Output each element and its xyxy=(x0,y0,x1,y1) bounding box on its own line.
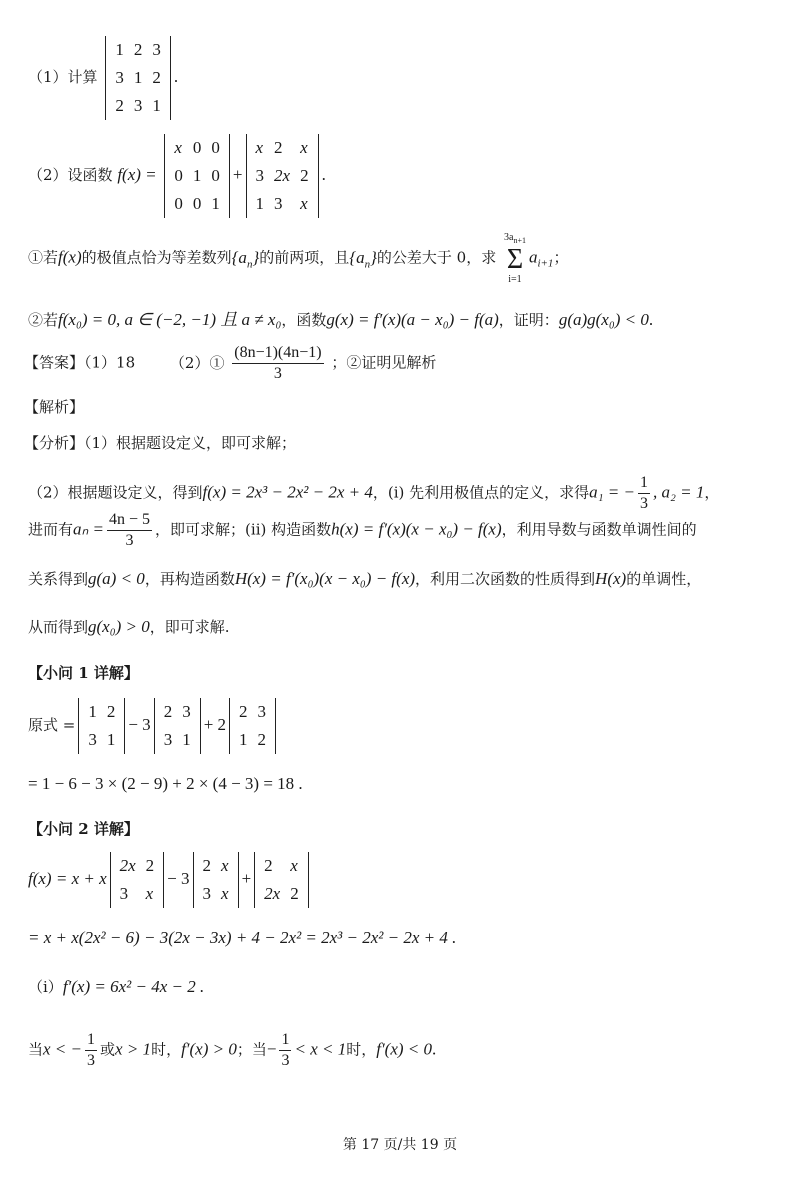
sub-question-2-expansion: f(x) = x + x 2x 2 3 x − 3 2 x 3 x + 2 x 2x 2 xyxy=(28,852,312,908)
sub-question-1-result: = 1 − 6 − 3 × (2 − 9) + 2 × (4 − 3) = 18 . xyxy=(28,774,303,793)
sub-question-2-monotonicity: 当x < − $\frac{1}{3}$ 或x > 1时，f′(x) > 0；当− $\frac{1}{3}$ < x < 1时，f′(x) < 0. xyxy=(28,1031,437,1069)
analysis-line-3: 进而有aₙ = $\frac{4n - 5}{3}$ ，即可求解；(ii) 构造函数h(x) = f′(x)(x − x₀) − f(x)，利用导数与函数单调性间的 xyxy=(28,511,697,549)
analysis-line-4: 关系得到g(a) < 0，再构造函数H(x) = f′(x₀)(x − x₀) − f(x)，利用二次函数的性质得到H(x)的单调性， xyxy=(28,569,702,588)
analysis-line-1: 【分析】（1）根据题设定义，即可求解； xyxy=(24,434,297,452)
determinant-q2-second: x 2 x 3 2x 2 1 3 x xyxy=(246,134,319,218)
determinant-q2-first: x 0 0 0 1 0 0 0 1 xyxy=(164,134,230,218)
sub-question-2-derivative: （i）f′(x) = 6x² − 4x − 2 . xyxy=(28,977,205,996)
summation: $3a_{n+1}$ Σ i=1 xyxy=(503,232,526,285)
answer-fraction: $\frac{(8n-1)(4n-1)}{3}$ xyxy=(234,344,322,382)
sub-question-1-expansion: 原式 = 1 2 3 1 − 3 2 3 3 1 + 2 2 3 1 2 xyxy=(28,698,279,754)
analysis-line-5: 从而得到g(x₀) > 0，即可求解. xyxy=(28,617,230,636)
analysis-heading: 【解析】 xyxy=(24,398,85,416)
sub-question-1-heading: 【小问 1 详解】 xyxy=(28,664,139,682)
sub-question-2-result: = x + x(2x² − 6) − 3(2x − 3x) + 4 − 2x² = 2x³ − 2x² − 2x + 4 . xyxy=(28,928,457,947)
question-2-part-2: ②若f(x₀) = 0, a ∈ (−2, −1) 且 a ≠ x₀，函数g(x) = f′(x)(a − x₀) − f(a)，证明：g(a)g(x₀) < 0. xyxy=(28,310,654,329)
answer: 【答案】（1）18 （2）① $\frac{(8n-1)(4n-1)}{3}$ ；②证明见解析 xyxy=(24,344,437,382)
question-2-part-1: ①若f(x)的极值点恰为等差数列$\{a_n\}$的前两项，且$\{a_n\}$的公差大于 0，求 $3a_{n+1}$ Σ i=1 $a_{i+1}$； xyxy=(28,232,569,285)
analysis-line-2: （2）根据题设定义，得到f(x) = 2x³ − 2x² − 2x + 4，(i) 先利用极值点的定义，求得a₁ = − $\frac{1}{3}$ , a₂ = 1， xyxy=(28,474,720,512)
question-2: （2）设函数 f(x) = x 0 0 0 1 0 0 0 1 + x 2 x 3 2x 2 1 3 x . xyxy=(28,134,326,218)
question-1: （1）计算 1 2 3 3 1 2 2 3 1 . xyxy=(28,36,178,120)
determinant-q1: 1 2 3 3 1 2 2 3 1 xyxy=(105,36,171,120)
page-footer: 第 17 页/共 19 页 xyxy=(342,1137,458,1153)
sub-question-2-heading: 【小问 2 详解】 xyxy=(28,820,139,838)
